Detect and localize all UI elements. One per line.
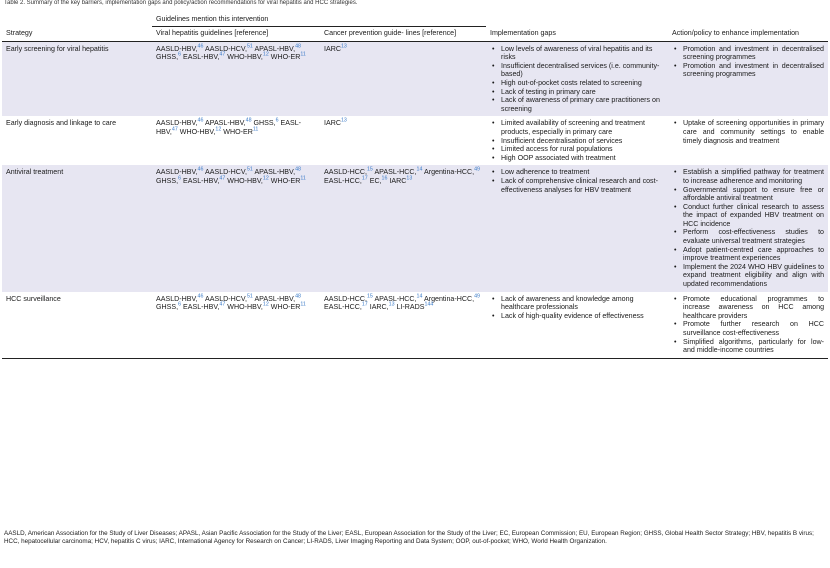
reference-number: 6 bbox=[178, 175, 182, 182]
strategy-cell: Early screening for viral hepatitis bbox=[2, 41, 152, 116]
implementation-gaps-cell bbox=[486, 116, 668, 165]
implementation-gaps-cell bbox=[486, 41, 668, 116]
reference-number: 13 bbox=[340, 43, 347, 50]
guideline-name: GHSS, bbox=[251, 119, 276, 128]
guideline-name: LI-RADS bbox=[394, 303, 425, 312]
guideline-name: EASL-HCC, bbox=[324, 176, 362, 185]
guideline-name: EASL-HBV, bbox=[181, 303, 220, 312]
guideline-name: APASL-HBV, bbox=[252, 168, 296, 177]
guideline-name: APASL-HBV, bbox=[252, 44, 296, 53]
guideline-name: Argentina-HCC, bbox=[422, 168, 475, 177]
strategy-cell: HCC surveillance bbox=[2, 292, 152, 359]
reference-number: 15 bbox=[366, 293, 373, 300]
guideline-name: Argentina-HCC, bbox=[422, 294, 475, 303]
bullet-list bbox=[672, 45, 824, 79]
list-item: • Adopt patient-centred care approaches to improve treatment experiences bbox=[683, 246, 824, 263]
bullet-list bbox=[672, 119, 824, 145]
reference-number: 11 bbox=[300, 301, 306, 308]
reference-number: 14 bbox=[416, 293, 423, 300]
guideline-name: AASLD-HCV, bbox=[203, 168, 247, 177]
list-item: • Promotion and investment in decentralised screening programmes bbox=[683, 45, 824, 62]
bullet-list bbox=[490, 45, 664, 114]
header-blank bbox=[2, 8, 152, 27]
header-viral-guidelines: Viral hepatitis guidelines [reference] bbox=[152, 27, 320, 42]
reference-number: 6 bbox=[275, 117, 279, 124]
viral-guidelines-cell bbox=[152, 116, 320, 165]
guideline-name: WHO-ER bbox=[268, 53, 301, 62]
guideline-name: IARC, bbox=[367, 303, 389, 312]
guideline-name: WHO-HBV, bbox=[225, 176, 263, 185]
cancer-guidelines-cell bbox=[320, 165, 486, 291]
list-item: • High out-of-pocket costs related to screening bbox=[501, 79, 664, 88]
list-item: • Lack of awareness and knowledge among healthcare professionals bbox=[501, 295, 664, 312]
reference-number: 6 bbox=[178, 301, 182, 308]
guideline-name: APASL-HCC, bbox=[372, 294, 417, 303]
actions-cell bbox=[668, 292, 828, 359]
table-row bbox=[2, 292, 828, 359]
guideline-name: GHSS, bbox=[156, 303, 179, 312]
reference-number: 46 bbox=[197, 43, 204, 50]
reference-number: 13 bbox=[340, 117, 347, 124]
list-item: • Lack of high-quality evidence of effectiveness bbox=[501, 312, 664, 321]
reference-number: 51 bbox=[246, 293, 253, 300]
table-row bbox=[2, 165, 828, 291]
list-item: • Uptake of screening opportunities in primary care and community settings to enable timely diagnosis and treatment bbox=[683, 119, 824, 145]
reference-number: 11 bbox=[252, 126, 259, 133]
actions-cell bbox=[668, 165, 828, 291]
list-item: • Implement the 2024 WHO HBV guidelines to expand treatment eligibility and align with updated recommendations bbox=[683, 263, 824, 289]
reference-number: 17 bbox=[361, 301, 368, 308]
reference-number: 49 bbox=[474, 293, 480, 300]
reference-number: 17 bbox=[361, 175, 368, 182]
reference-number: 144 bbox=[424, 301, 434, 308]
list-item: • Conduct further clinical research to assess the impact of expanded HBV treatment on HCC incidence bbox=[683, 203, 824, 229]
reference-number: 47 bbox=[219, 51, 226, 58]
reference-number: 16 bbox=[381, 175, 388, 182]
strategy-cell: Antiviral treatment bbox=[2, 165, 152, 291]
guideline-name: EASL-HBV, bbox=[181, 176, 220, 185]
guideline-name: AASLD-HCV, bbox=[203, 294, 247, 303]
guideline-name: GHSS, bbox=[156, 176, 179, 185]
list-item: • Low adherence to treatment bbox=[501, 168, 664, 177]
cancer-guidelines-cell bbox=[320, 41, 486, 116]
reference-number: 12 bbox=[262, 51, 269, 58]
viral-guidelines-cell bbox=[152, 41, 320, 116]
list-item: • Simplified algorithms, particularly for low- and middle-income countries bbox=[683, 338, 824, 355]
guideline-name: AASLD-HCC, bbox=[324, 294, 367, 303]
guideline-name: WHO-HBV, bbox=[225, 53, 263, 62]
list-item: • Establish a simplified pathway for treatment to increase adherence and monitoring bbox=[683, 168, 824, 185]
list-item: • Limited availability of screening and treatment products, especially in primary care bbox=[501, 119, 664, 136]
reference-number: 49 bbox=[474, 166, 480, 173]
reference-number: 48 bbox=[295, 293, 301, 300]
guideline-name: AASLD-HBV, bbox=[156, 44, 198, 53]
list-item: • Promotion and investment in decentralised screening programmes bbox=[683, 62, 824, 79]
guideline-name: WHO-ER bbox=[268, 303, 301, 312]
guideline-name: WHO-ER bbox=[268, 176, 301, 185]
reference-number: 11 bbox=[300, 51, 306, 58]
guideline-name: IARC bbox=[387, 176, 407, 185]
guideline-name: EASL-HCC, bbox=[324, 303, 362, 312]
table-footnote: AASLD, American Association for the Study of Liver Diseases; APASL, Asian Pacific Association for the Study of the Liver; EASL, European Association for the Study of the Liver; EC, European Commission; EU, European Region; GHSS, Global Health Sector Strategy; HBV, hepatitis B virus; HCC, hepatocellular carcinoma; HCV, hepatitis C virus; IARC, International Agency for Research on Cancer; LI-RADS, Liver Imaging Reporting and Data System; OOP, out-of-pocket; WHO, World Health Organization. bbox=[4, 530, 814, 546]
reference-number: 51 bbox=[246, 43, 253, 50]
reference-number: 47 bbox=[219, 301, 226, 308]
header-strategy: Strategy bbox=[2, 27, 152, 42]
guideline-name: WHO-ER bbox=[221, 127, 253, 136]
guideline-name: AASLD-HCV, bbox=[203, 44, 247, 53]
reference-number: 48 bbox=[295, 43, 301, 50]
guideline-name: AASLD-HBV, bbox=[156, 294, 198, 303]
guideline-name: AASLD-HBV, bbox=[156, 119, 198, 128]
actions-cell bbox=[668, 116, 828, 165]
reference-number: 13 bbox=[406, 175, 413, 182]
viral-guidelines-cell bbox=[152, 165, 320, 291]
table-row bbox=[2, 41, 828, 116]
header-implementation-gaps: Implementation gaps bbox=[486, 27, 668, 42]
list-item: • Promote further research on HCC surveillance cost-effectiveness bbox=[683, 320, 824, 337]
header-actions: Action/policy to enhance implementation bbox=[668, 27, 828, 42]
reference-number: 47 bbox=[171, 126, 178, 133]
guideline-name: APASL-HBV, bbox=[252, 294, 296, 303]
list-item: • Promote educational programmes to increase awareness on HCC among healthcare providers bbox=[683, 295, 824, 321]
table-caption: Table 2. Summary of the key barriers, implementation gaps and policy/action recommendations for viral hepatitis and HCC strategies. bbox=[4, 0, 358, 6]
list-item: • Lack of awareness of primary care practitioners on screening bbox=[501, 96, 664, 113]
list-item: • High OOP associated with treatment bbox=[501, 154, 664, 163]
reference-number: 12 bbox=[262, 175, 269, 182]
guideline-name: IARC bbox=[324, 44, 341, 53]
reference-number: 46 bbox=[197, 117, 204, 124]
strategy-cell: Early diagnosis and linkage to care bbox=[6, 119, 117, 128]
bullet-list bbox=[490, 168, 664, 194]
reference-number: 13 bbox=[388, 301, 395, 308]
guideline-name: APASL-HCC, bbox=[372, 168, 417, 177]
actions-cell bbox=[668, 41, 828, 116]
bullet-list bbox=[672, 168, 824, 288]
guideline-name: EC, bbox=[367, 176, 382, 185]
reference-number: 46 bbox=[197, 293, 204, 300]
reference-number: 12 bbox=[262, 301, 269, 308]
reference-number: 11 bbox=[300, 175, 306, 182]
list-item: • Low levels of awareness of viral hepatitis and its risks bbox=[501, 45, 664, 62]
cancer-guidelines-cell bbox=[320, 292, 486, 359]
list-item: • Lack of testing in primary care bbox=[501, 88, 664, 97]
bullet-list bbox=[490, 119, 664, 162]
list-item: • Governmental support to ensure free or affordable antiviral treatment bbox=[683, 186, 824, 203]
bullet-list bbox=[490, 295, 664, 321]
guideline-name: EASL-HBV, bbox=[156, 119, 302, 136]
list-item: • Limited access for rural populations bbox=[501, 145, 664, 154]
reference-number: 6 bbox=[178, 51, 182, 58]
reference-number: 51 bbox=[246, 166, 253, 173]
implementation-gaps-cell bbox=[486, 292, 668, 359]
reference-number: 48 bbox=[245, 117, 252, 124]
reference-number: 47 bbox=[219, 175, 226, 182]
reference-number: 15 bbox=[366, 166, 373, 173]
guideline-name: GHSS, bbox=[156, 53, 179, 62]
reference-number: 12 bbox=[215, 126, 222, 133]
reference-number: 46 bbox=[197, 166, 204, 173]
table-row bbox=[2, 116, 828, 165]
guidelines-table bbox=[2, 8, 828, 359]
viral-guidelines-cell bbox=[152, 292, 320, 359]
list-item: • Perform cost-effectiveness studies to evaluate universal treatment strategies bbox=[683, 228, 824, 245]
implementation-gaps-cell bbox=[486, 165, 668, 291]
cancer-guidelines-cell bbox=[320, 116, 486, 165]
reference-number: 48 bbox=[295, 166, 301, 173]
guideline-name: IARC bbox=[324, 119, 341, 128]
bullet-list bbox=[672, 295, 824, 355]
list-item: • Insufficient decentralised services (i.e. community-based) bbox=[501, 62, 664, 79]
reference-number: 14 bbox=[416, 166, 423, 173]
guideline-name: WHO-HBV, bbox=[225, 303, 263, 312]
guideline-name: APASL-HBV, bbox=[203, 119, 246, 128]
header-group: Guidelines mention this intervention bbox=[152, 8, 486, 27]
guideline-name: AASLD-HBV, bbox=[156, 168, 198, 177]
guideline-name: EASL-HBV, bbox=[181, 53, 220, 62]
guideline-name: AASLD-HCC, bbox=[324, 168, 367, 177]
list-item: • Insufficient decentralisation of services bbox=[501, 137, 664, 146]
list-item: • Lack of comprehensive clinical research and cost-effectiveness analyses for HBV treatment bbox=[501, 177, 664, 194]
header-cancer-guidelines: Cancer prevention guide- lines [reference] bbox=[320, 27, 486, 42]
guideline-name: WHO-HBV, bbox=[177, 127, 216, 136]
